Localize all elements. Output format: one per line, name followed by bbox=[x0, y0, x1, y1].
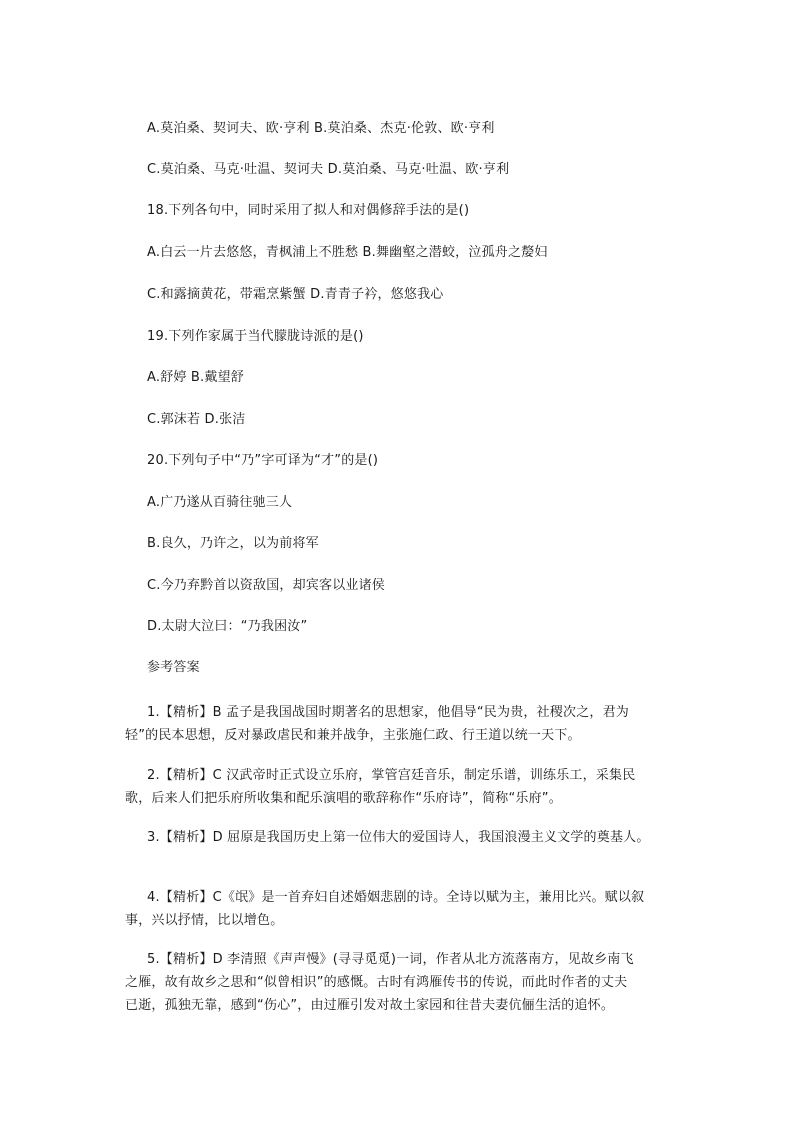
q20-option-c: C.今乃弃黔首以资敌国，却宾客以业诸侯 bbox=[147, 578, 386, 593]
answer-5-line-1: 5.【精析】D 李清照《声声慢》(寻寻觅觅)一词，作者从北方流落南方，见故乡南飞 bbox=[147, 952, 634, 967]
q19-options-ab: A.舒婷 B.戴望舒 bbox=[147, 370, 244, 385]
answer-5-line-2: 之雁，故有故乡之思和“似曾相识”的感慨。古时有鸿雁传书的传说，而此时作者的丈夫 bbox=[125, 975, 628, 990]
q20-option-d: D.太尉大泣曰：“乃我困汝” bbox=[147, 619, 308, 634]
answer-5-line-3: 已逝，孤独无靠，感到“伤心”，由过雁引发对故土家园和往昔夫妻伉俪生活的追怀。 bbox=[125, 998, 615, 1013]
answer-1-line-1: 1.【精析】B 孟子是我国战国时期著名的思想家，他倡导“民为贵，社稷次之，君为 bbox=[147, 705, 629, 720]
answers-heading: 参考答案 bbox=[147, 660, 200, 675]
answer-1 bbox=[125, 701, 675, 747]
q17-options-ab: A.莫泊桑、契诃夫、欧·亨利 B.莫泊桑、杰克·伦敦、欧·亨利 bbox=[147, 121, 495, 136]
answer-4-line-2: 事，兴以抒情，比以增色。 bbox=[125, 913, 284, 928]
q20-option-b: B.良久，乃许之，以为前将军 bbox=[147, 536, 319, 551]
question-20: 20.下列句子中“乃”字可译为“才”的是() bbox=[147, 453, 379, 468]
answer-2-line-2: 歌，后来人们把乐府所收集和配乐演唱的歌辞称作“乐府诗”，简称“乐府”。 bbox=[125, 791, 562, 806]
q17-options-cd: C.莫泊桑、马克·吐温、契诃夫 D.莫泊桑、马克·吐温、欧·亨利 bbox=[147, 162, 510, 177]
question-18: 18.下列各句中，同时采用了拟人和对偶修辞手法的是() bbox=[147, 203, 470, 218]
question-19: 19.下列作家属于当代朦胧诗派的是() bbox=[147, 329, 364, 344]
answer-2 bbox=[125, 764, 675, 810]
q20-option-a: A.广乃遂从百骑往驰三人 bbox=[147, 495, 293, 510]
answer-1-line-2: 轻”的民本思想，反对暴政虐民和兼并战争，主张施仁政、行王道以统一天下。 bbox=[125, 728, 581, 743]
answer-4-line-1: 4.【精析】C《氓》是一首弃妇自述婚姻悲剧的诗。全诗以赋为主，兼用比兴。赋以叙 bbox=[147, 890, 645, 905]
q19-options-cd: C.郭沫若 D.张洁 bbox=[147, 412, 246, 427]
answer-3 bbox=[147, 826, 675, 849]
q18-options-ab: A.白云一片去悠悠，青枫浦上不胜愁 B.舞幽壑之潜蛟，泣孤舟之嫠妇 bbox=[147, 245, 548, 260]
answer-4 bbox=[125, 886, 675, 932]
answer-3-line-1: 3.【精析】D 屈原是我国历史上第一位伟大的爱国诗人，我国浪漫主义文学的奠基人。 bbox=[147, 830, 650, 845]
answer-2-line-1: 2.【精析】C 汉武帝时正式设立乐府，掌管宫廷音乐，制定乐谱，训练乐工，采集民 bbox=[147, 768, 636, 783]
answer-5 bbox=[125, 948, 675, 1017]
q18-options-cd: C.和露摘黄花，带霜烹紫蟹 D.青青子衿，悠悠我心 bbox=[147, 287, 444, 302]
